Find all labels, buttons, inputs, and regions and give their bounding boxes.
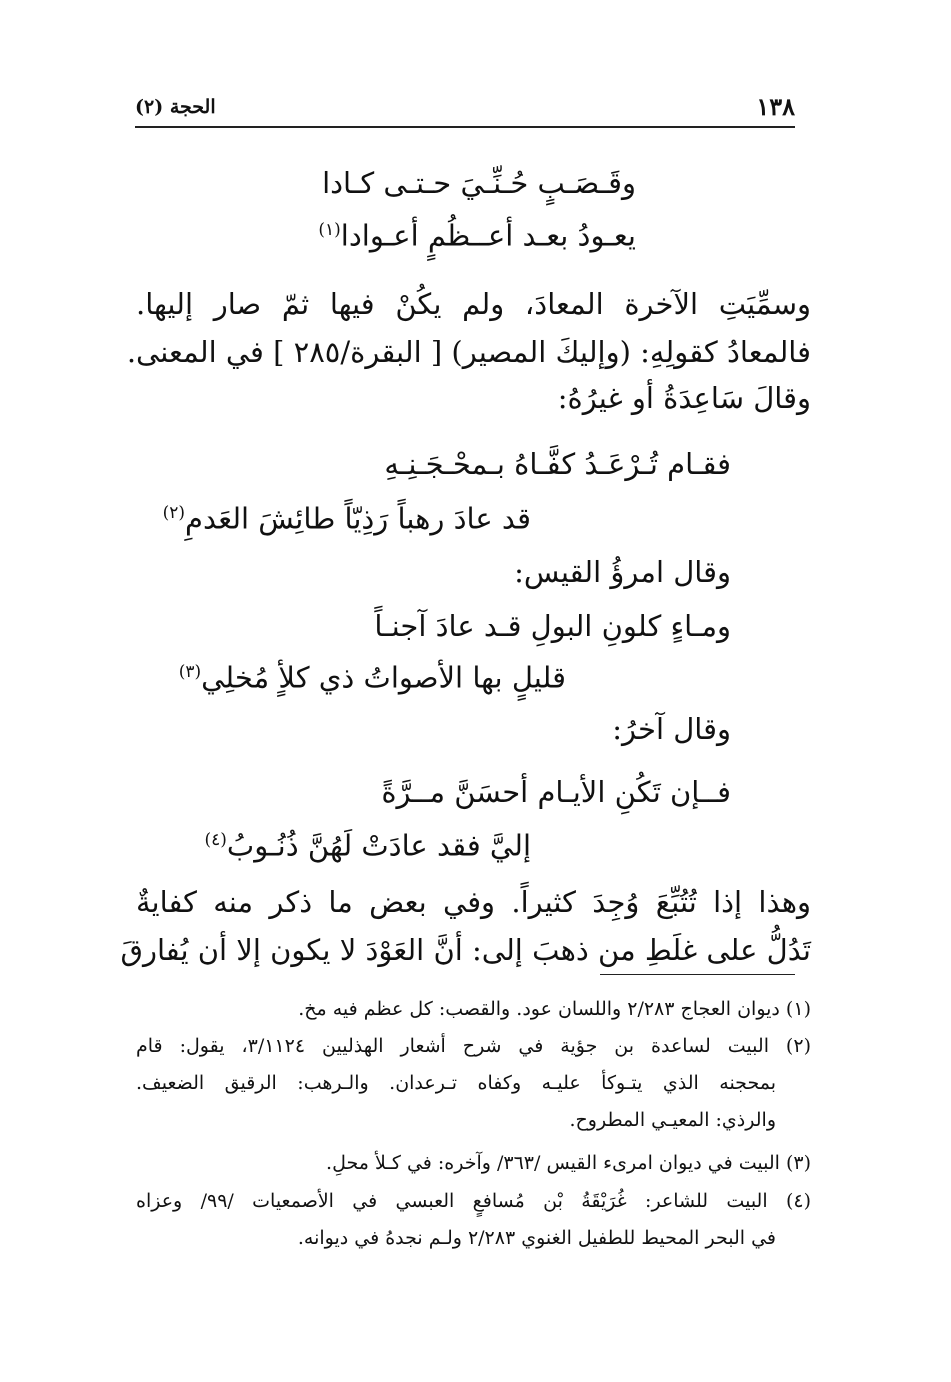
verse1-line2-text: يعـودُ بعـد أعــظُمٍ أعـوادا (340, 218, 636, 253)
footnote-2-line1: (٢) البيت لساعدة بن جؤية في شرح أشعار الهذليين ٣/١١٢٤، يقول: قام (136, 1035, 811, 1057)
closing-line-2: تَدُلُّ على غلَطِ من ذهبَ إلى: أنَّ العَوْدَ لا يكون إلا أن يُفارقَ (120, 933, 811, 967)
verse1-line2 (318, 210, 636, 256)
footnote-4-line2: في البحر المحيط للطفيل الغنوي ٢/٢٨٣ ولـم نجدهُ في ديوانه. (297, 1227, 776, 1249)
footnote-ref-1: (١) (318, 220, 341, 240)
intro-imru-al-qays: وقال امرؤُ القيس: (514, 555, 731, 589)
verse3-line1: ومـاءٍ كلونِ البولِ قـد عادَ آجنـاً (374, 609, 731, 643)
running-title: الحجة (٢) (135, 96, 216, 118)
page-header (135, 92, 795, 128)
verse2-line2 (163, 493, 531, 539)
intro-another: وقال آخرُ: (612, 712, 731, 746)
footnote-1: (١) ديوان العجاج ٢/٢٨٣ واللسان عود. والقصب: كل عظم فيه مخ. (298, 998, 811, 1020)
closing-line-1: وهذا إذا تُتُبِّعَ وُجِدَ كثيراً. وفي بعض ما ذكر منه كفايةٌ (136, 885, 812, 919)
prose-line-3: وقالَ سَاعِدَةُ أو غيرُهُ: (557, 381, 811, 415)
verse4-line1: فــإن تَكُنِ الأيـام أحسَنَّ مــرَّةً (381, 775, 731, 809)
verse2-line2-text: قد عادَ رهباً رَذِيّاً طائِشَ العَدمِ (185, 501, 531, 536)
footnote-ref-3: (٣) (178, 662, 202, 682)
footnote-ref-2: (٢) (162, 503, 186, 523)
prose-line-1: وسمِّيَتِ الآخرة المعادَ، ولم يكُنْ فيها ثمّ صار إليها. (136, 287, 811, 321)
verse3-line2 (179, 652, 566, 698)
prose-line-2: فالمعادُ كقولِهِ: (وإليكَ المصير) [ البقرة/٢٨٥ ] في المعنى. (126, 335, 811, 369)
footnote-divider (600, 974, 795, 975)
footnote-2-line2: بمحجنه الذي يتـوكأ عليـه وكفاه تـرعدان. والـرهب: الرقيق الضعيف. (136, 1072, 776, 1094)
verse4-line2-text: إليَّ فقد عادَتْ لَهُنَّ ذُنُـوبُ (226, 828, 531, 863)
verse3-line2-text: قليلٍ بها الأصواتُ ذي كلأٍ مُخلِي (201, 660, 566, 695)
footnote-3: (٣) البيت في ديوان امرىء القيس /٣٦٣/ وآخره: في كـلأ محلِ. (326, 1152, 811, 1174)
footnote-ref-4: (٤) (204, 830, 227, 850)
verse2-line1: فقـام تُـرْعَـدُ كفَّـاهُ بـمحْـجَـنِـهِ (384, 447, 731, 481)
footnote-2-line3: والرذي: المعيـي المطروح. (569, 1109, 776, 1131)
footnote-4-line1: (٤) البيت للشاعر: غُرَيْقَةُ بْن مُسافعٍ العبسي في الأصمعيات /٩٩/ وعزاه (136, 1190, 812, 1212)
page-number: ١٣٨ (756, 92, 795, 121)
verse1-line1: وقَـصَـبٍ حُـنِّـيَ حـتـى كـادا (322, 166, 636, 200)
verse4-line2 (204, 820, 531, 866)
